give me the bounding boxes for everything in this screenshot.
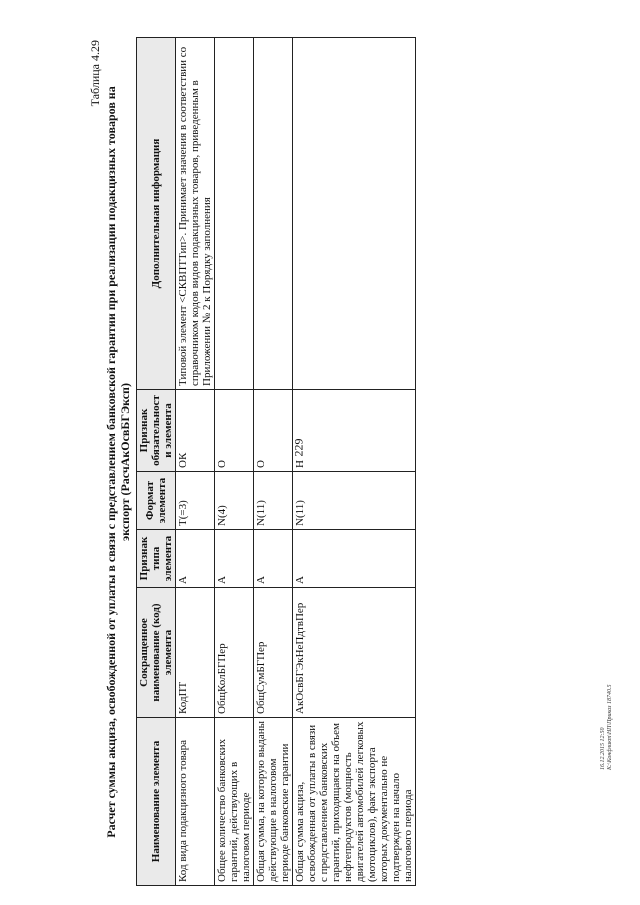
spec-table: [136, 37, 416, 886]
cell-info: Типовой элемент <СКВПТТип>. Принимает значения в соответствии со справочником кодов видов подакцизных товаров, приведенным в Приложении № 2 к Порядку заполнения: [176, 38, 215, 390]
cell-info: [254, 38, 293, 390]
table-row: [254, 38, 293, 886]
header-name: Наименование элемента: [137, 718, 176, 886]
cell-required: ОК: [176, 390, 215, 472]
table-title: Расчет суммы акциза, освобожденной от уплаты в связи с представлением банковской гарантии при реализации подакцизных товаров на экспорт (РасчАкОсвБГЭксп): [104, 86, 132, 838]
cell-code: ОбщКолБГПер: [215, 588, 254, 718]
footer-stamp: [600, 650, 614, 770]
header-required: Признак обязательности элемента: [137, 390, 176, 472]
cell-name: Общая сумма, на которую выданы действующие в налоговом периоде банковские гарантии: [254, 718, 293, 886]
page-number: 229: [291, 438, 306, 457]
cell-name: Общее количество банковских гарантий, действующих в налоговом периоде: [215, 718, 254, 886]
cell-format: N(11): [293, 472, 416, 530]
header-code: Сокращенное наименование (код) элемента: [137, 588, 176, 718]
cell-type: А: [215, 530, 254, 588]
cell-info: [293, 38, 416, 390]
cell-format: T(=3): [176, 472, 215, 530]
footer-stamp-path: К:\Конфликт\НП\Приказ 18740.5: [607, 684, 613, 770]
cell-name: Код вида подакцизного товара: [176, 718, 215, 886]
table-caption: Таблица 4.29: [88, 40, 102, 107]
cell-required: О: [215, 390, 254, 472]
cell-format: N(4): [215, 472, 254, 530]
table-row: [176, 38, 215, 886]
cell-type: А: [176, 530, 215, 588]
cell-type: А: [254, 530, 293, 588]
header-info: Дополнительная информация: [137, 38, 176, 390]
cell-code: КодПТ: [176, 588, 215, 718]
cell-format: N(11): [254, 472, 293, 530]
header-format: Формат элемента: [137, 472, 176, 530]
cell-required: Н: [293, 390, 416, 472]
table-row: [293, 38, 416, 886]
cell-type: А: [293, 530, 416, 588]
cell-name: Общая сумма акциза, освобожденная от уплаты в связи с представлением банковских гарантий, приходящаяся на объем нефтепродуктов (мощность двигателей автомобилей легковых (мотоциклов), факт экспорта которых документально не подтвержден на начало налогового периода: [293, 718, 416, 886]
cell-info: [215, 38, 254, 390]
footer-stamp-date: 16.12.2015 12:50: [600, 727, 606, 770]
cell-required: О: [254, 390, 293, 472]
table-row: [215, 38, 254, 886]
cell-code: ОбщСумБГПер: [254, 588, 293, 718]
header-type: Признак типа элемента: [137, 530, 176, 588]
table-header-row: [137, 38, 176, 886]
cell-code: АкОсвБГЭкНеПдтвПер: [293, 588, 416, 718]
